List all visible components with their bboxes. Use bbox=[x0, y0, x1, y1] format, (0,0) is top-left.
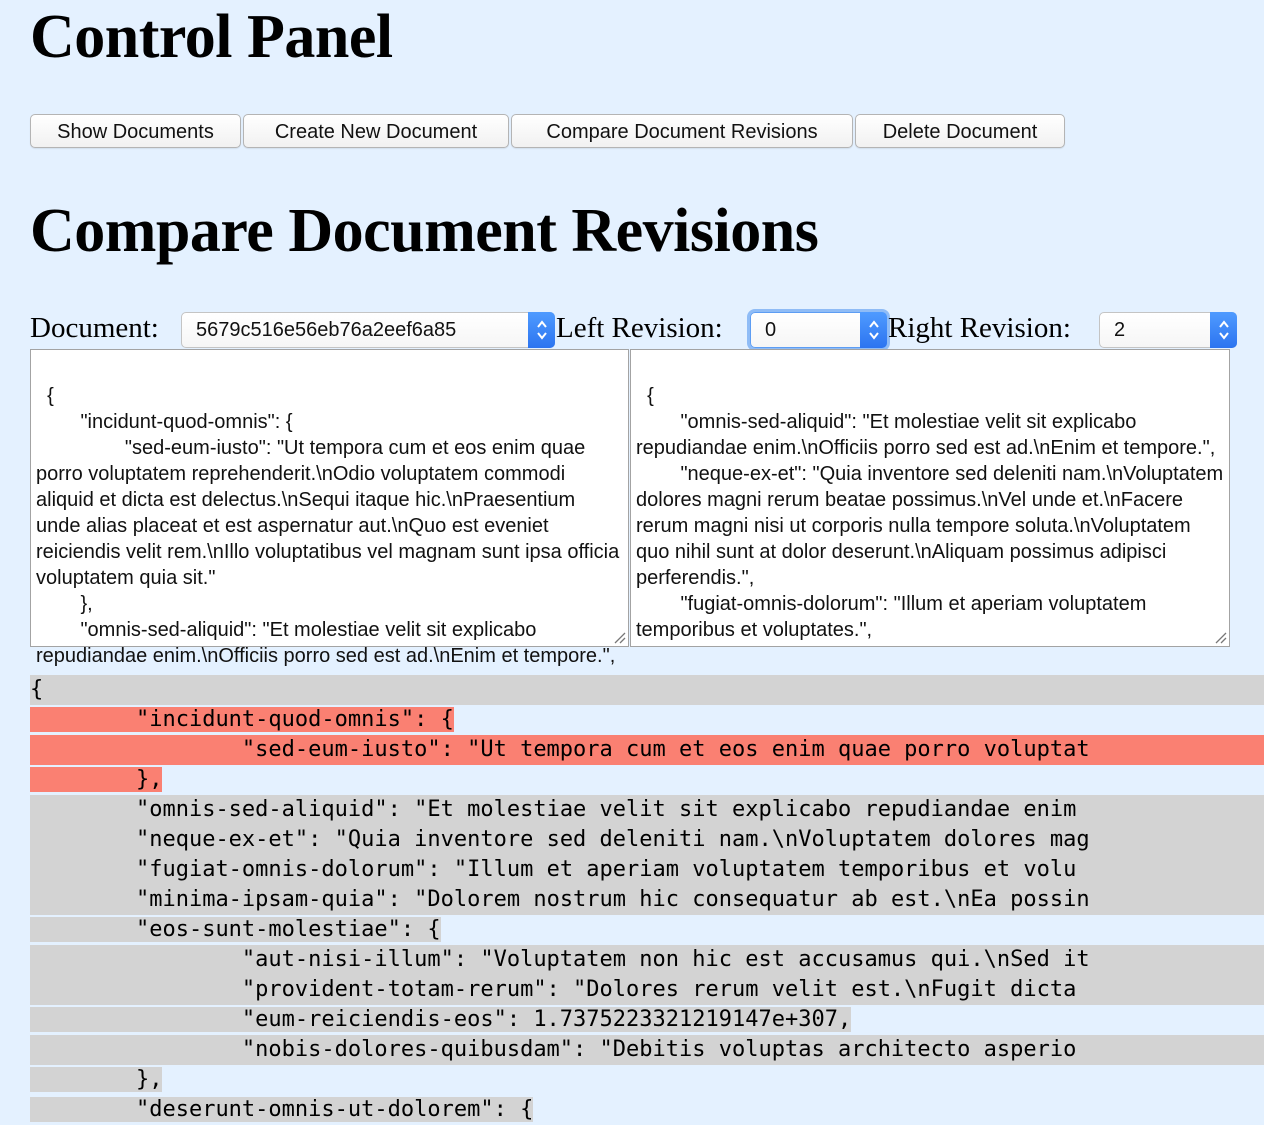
diff-line-text: "minima-ipsam-quia": "Dolorem nostrum hic consequatur ab est.\nEa possin bbox=[30, 887, 1090, 912]
diff-line-unchanged bbox=[30, 1005, 1264, 1035]
right-revision-select[interactable] bbox=[1099, 312, 1237, 348]
diff-line-text: "neque-ex-et": "Quia inventore sed deleniti nam.\nVoluptatem dolores mag bbox=[30, 827, 1090, 852]
diff-line-text: "sed-eum-iusto": "Ut tempora cum et eos enim quae porro voluptat bbox=[30, 737, 1090, 762]
diff-line-unchanged bbox=[30, 795, 1264, 825]
chevron-up-down-icon bbox=[528, 312, 555, 348]
diff-line-unchanged bbox=[30, 1095, 1264, 1125]
diff-line-text: "provident-totam-rerum": "Dolores rerum velit est.\nFugit dicta bbox=[30, 977, 1077, 1002]
diff-line-unchanged bbox=[30, 825, 1264, 855]
left-revision-select[interactable] bbox=[750, 312, 887, 348]
create-new-document-button[interactable]: Create New Document bbox=[243, 114, 509, 148]
diff-line-text: "deserunt-omnis-ut-dolorem": { bbox=[30, 1097, 534, 1122]
diff-line-unchanged bbox=[30, 975, 1264, 1005]
diff-line-removed bbox=[30, 705, 1264, 735]
document-label: Document: bbox=[30, 312, 159, 344]
diff-line-unchanged bbox=[30, 945, 1264, 975]
diff-line-text: }, bbox=[30, 767, 163, 792]
section-title: Compare Document Revisions bbox=[30, 197, 819, 265]
right-revision-textarea[interactable] bbox=[630, 349, 1230, 647]
left-revision-text: { "incidunt-quod-omnis": { "sed-eum-iusto": "Ut tempora cum et eos enim quae porro voluptatem reprehenderit.\nOdio voluptatem commodi aliquid et dicta est delectus.\nSequi itaque hic.\nPraesentium unde alias placeat et est aspernatur aut.\nQuo est eveniet reiciendis velit rem.\nIllo voluptatibus vel magnam sunt ipsa officia voluptatem quia sit." }, "omnis-sed-aliquid": "Et molestiae velit sit explicabo repudiandae enim.\nOfficiis porro sed est ad.\nEnim et tempore.", bbox=[36, 385, 620, 667]
left-revision-label: Left Revision: bbox=[556, 312, 723, 344]
right-revision-label: Right Revision: bbox=[888, 312, 1071, 344]
show-documents-button[interactable]: Show Documents bbox=[30, 114, 241, 148]
document-select[interactable] bbox=[181, 312, 555, 348]
compare-document-revisions-button[interactable]: Compare Document Revisions bbox=[511, 114, 853, 148]
right-revision-select-value: 2 bbox=[1114, 319, 1126, 341]
diff-line-text: "eum-reiciendis-eos": 1.7375223321219147e+307, bbox=[30, 1007, 852, 1032]
chevron-up-down-icon bbox=[1210, 312, 1237, 348]
diff-line-unchanged bbox=[30, 1065, 1264, 1095]
diff-line-unchanged bbox=[30, 915, 1264, 945]
diff-line-text: "incidunt-quod-omnis": { bbox=[30, 707, 454, 732]
diff-line-removed bbox=[30, 735, 1264, 765]
diff-line-text: "eos-sunt-molestiae": { bbox=[30, 917, 441, 942]
diff-line-text: "fugiat-omnis-dolorum": "Illum et aperiam voluptatem temporibus et volu bbox=[30, 857, 1077, 882]
diff-line-text: }, bbox=[30, 1067, 163, 1092]
diff-line-unchanged bbox=[30, 675, 1264, 705]
diff-line-text: "aut-nisi-illum": "Voluptatem non hic est accusamus qui.\nSed it bbox=[30, 947, 1090, 972]
page-title: Control Panel bbox=[30, 3, 393, 71]
diff-output bbox=[30, 675, 1264, 1122]
diff-line-unchanged bbox=[30, 855, 1264, 885]
diff-line-text: { bbox=[30, 677, 44, 702]
diff-line-unchanged bbox=[30, 1035, 1264, 1065]
left-revision-select-value: 0 bbox=[765, 319, 777, 341]
chevron-up-down-icon bbox=[860, 312, 887, 348]
diff-line-text: "nobis-dolores-quibusdam": "Debitis voluptas architecto asperio bbox=[30, 1037, 1077, 1062]
diff-line-removed bbox=[30, 765, 1264, 795]
left-revision-textarea[interactable] bbox=[30, 349, 629, 667]
diff-line-unchanged bbox=[30, 885, 1264, 915]
document-select-value: 5679c516e56eb76a2eef6a85 bbox=[196, 319, 457, 341]
right-revision-text: { "omnis-sed-aliquid": "Et molestiae velit sit explicabo repudiandae enim.\nOfficiis porro sed est ad.\nEnim et tempore.", "neque-ex-et": "Quia inventore sed deleniti nam.\nVoluptatem dolores magni rerum beatae possimus.\nVel unde et.\nFacere rerum magni nisi ut corporis nulla tempore soluta.\nVoluptatem quo nihil sunt at dolor deserunt.\nAliquam possimus adipisci perferendis.", "fugiat-omnis-dolorum": "Illum et aperiam voluptatem temporibus et voluptates.", bbox=[636, 385, 1224, 641]
diff-line-text: "omnis-sed-aliquid": "Et molestiae velit sit explicabo repudiandae enim bbox=[30, 797, 1077, 822]
resize-grip-icon[interactable] bbox=[1213, 630, 1227, 644]
resize-grip-icon[interactable] bbox=[612, 630, 626, 644]
delete-document-button[interactable]: Delete Document bbox=[855, 114, 1065, 148]
